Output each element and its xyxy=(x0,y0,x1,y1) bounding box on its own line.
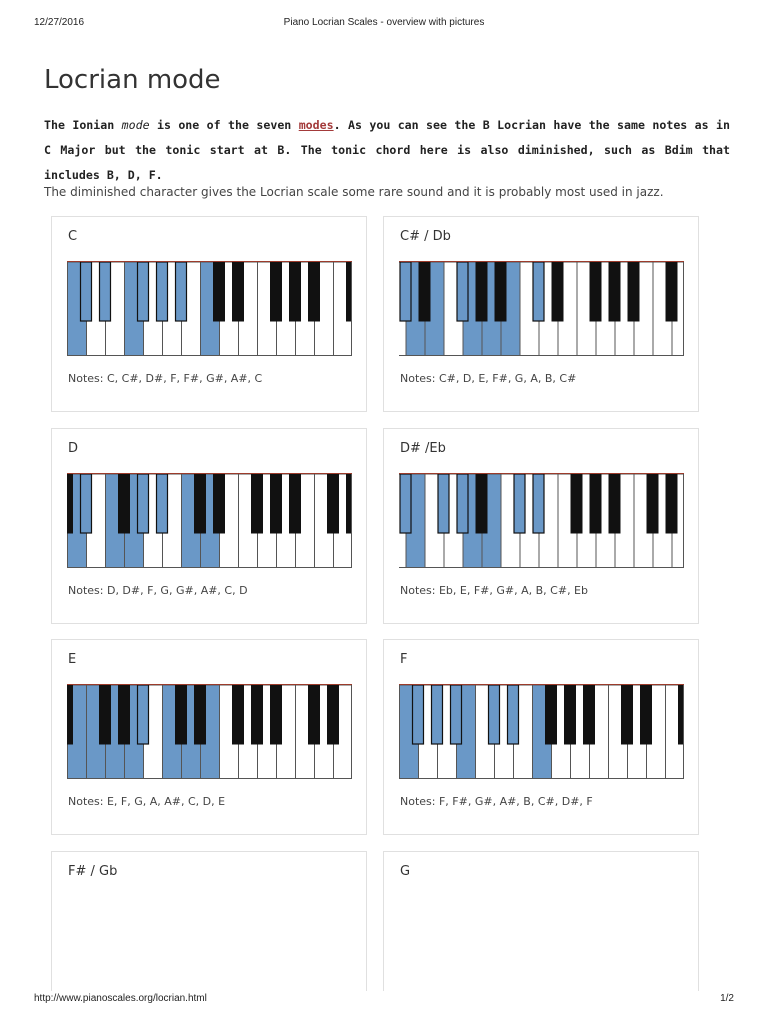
scale-notes: Notes: E, F, G, A, A#, C, D, E xyxy=(68,795,226,808)
black-key xyxy=(233,262,244,321)
scale-title: F xyxy=(400,652,408,667)
black-key xyxy=(508,685,519,744)
intro-emphasis: mode xyxy=(121,118,150,132)
black-key xyxy=(252,685,263,744)
black-key xyxy=(81,474,92,533)
black-key xyxy=(438,474,449,533)
black-key xyxy=(647,474,658,533)
black-key xyxy=(400,474,411,533)
print-page-number: 1/2 xyxy=(720,993,734,1004)
black-key xyxy=(400,262,411,321)
black-key xyxy=(495,262,506,321)
black-key xyxy=(590,474,601,533)
scale-card-f-sharp xyxy=(51,851,367,991)
black-key xyxy=(432,685,443,744)
black-key xyxy=(476,262,487,321)
black-key xyxy=(622,685,633,744)
black-key xyxy=(590,262,601,321)
scale-title: F# / Gb xyxy=(68,864,118,879)
black-key xyxy=(476,474,487,533)
scale-title: C xyxy=(68,229,78,244)
keyboard-svg xyxy=(399,262,684,356)
page-content xyxy=(44,60,734,199)
black-key xyxy=(533,262,544,321)
black-key xyxy=(457,474,468,533)
piano-keyboard xyxy=(67,684,352,779)
piano-keyboard xyxy=(67,473,352,568)
black-key xyxy=(609,474,620,533)
lead-paragraph: The diminished character gives the Locrian scale some rare sound and it is probably most used in jazz. xyxy=(44,185,664,199)
print-header xyxy=(0,17,768,33)
black-key xyxy=(290,474,301,533)
black-key xyxy=(271,262,282,321)
scale-title: E xyxy=(68,652,77,667)
black-key xyxy=(571,474,582,533)
keyboard-svg xyxy=(399,685,684,779)
black-key xyxy=(271,474,282,533)
black-key xyxy=(514,474,525,533)
black-key xyxy=(413,685,424,744)
scale-title: D xyxy=(68,441,79,456)
black-key xyxy=(565,685,576,744)
black-key xyxy=(628,262,639,321)
black-key xyxy=(214,262,225,321)
scale-card-f xyxy=(383,639,699,835)
black-key xyxy=(100,262,111,321)
black-key xyxy=(176,262,187,321)
intro-text-1: The Ionian xyxy=(44,118,122,132)
black-key xyxy=(457,262,468,321)
page-title: Locrian mode xyxy=(44,65,221,95)
black-key xyxy=(552,262,563,321)
black-key xyxy=(309,685,320,744)
black-key xyxy=(176,685,187,744)
black-key xyxy=(252,474,263,533)
scale-card-d-sharp xyxy=(383,428,699,624)
black-key xyxy=(67,474,73,533)
black-key xyxy=(119,685,130,744)
black-key xyxy=(328,474,339,533)
print-footer xyxy=(0,993,768,1009)
black-key xyxy=(138,474,149,533)
scale-card-g xyxy=(383,851,699,991)
black-key xyxy=(233,685,244,744)
black-key xyxy=(666,262,677,321)
intro-text-2: is one of the seven xyxy=(149,118,299,132)
black-key xyxy=(138,685,149,744)
scale-title: G xyxy=(400,864,411,879)
scale-notes: Notes: C, C#, D#, F, F#, G#, A#, C xyxy=(68,372,263,385)
black-key xyxy=(328,685,339,744)
black-key xyxy=(157,474,168,533)
black-key xyxy=(271,685,282,744)
scale-notes: Notes: D, D#, F, G, G#, A#, C, D xyxy=(68,584,248,597)
black-key xyxy=(451,685,462,744)
black-key xyxy=(666,474,677,533)
intro-text-3: . As you can see the B Locrian have the same notes as in C Major but the tonic start at B. The tonic chord here is also diminished, such as Bdim that includes B, D, F. xyxy=(44,118,731,182)
scale-notes: Notes: F, F#, G#, A#, B, C#, D#, F xyxy=(400,795,593,808)
black-key xyxy=(546,685,557,744)
black-key xyxy=(67,685,73,744)
modes-link[interactable]: modes xyxy=(298,118,334,132)
black-key xyxy=(138,262,149,321)
black-key xyxy=(584,685,595,744)
scale-card-e xyxy=(51,639,367,835)
black-key xyxy=(195,685,206,744)
black-key xyxy=(157,262,168,321)
piano-keyboard xyxy=(399,684,684,779)
piano-keyboard xyxy=(399,261,684,356)
black-key xyxy=(119,474,130,533)
scale-card-c-sharp xyxy=(383,216,699,412)
black-key xyxy=(81,262,92,321)
keyboard-svg xyxy=(399,474,684,568)
black-key xyxy=(419,262,430,321)
print-url: http://www.pianoscales.org/locrian.html xyxy=(34,993,207,1004)
scale-card-d xyxy=(51,428,367,624)
scale-title: C# / Db xyxy=(400,229,451,244)
black-key xyxy=(533,474,544,533)
black-key xyxy=(489,685,500,744)
print-title: Piano Locrian Scales - overview with pictures xyxy=(283,17,485,28)
black-key xyxy=(214,474,225,533)
black-key xyxy=(641,685,652,744)
piano-keyboard xyxy=(399,473,684,568)
black-key xyxy=(100,685,111,744)
black-key xyxy=(290,262,301,321)
scale-notes: Notes: C#, D, E, F#, G, A, B, C# xyxy=(400,372,577,385)
scale-card-c xyxy=(51,216,367,412)
black-key xyxy=(195,474,206,533)
keyboard-svg xyxy=(67,262,352,356)
black-key xyxy=(309,262,320,321)
intro-paragraph xyxy=(44,113,730,188)
scale-notes: Notes: Eb, E, F#, G#, A, B, C#, Eb xyxy=(400,584,588,597)
scale-title: D# /Eb xyxy=(400,441,446,456)
print-date: 12/27/2016 xyxy=(34,17,85,28)
keyboard-svg xyxy=(67,685,352,779)
black-key xyxy=(609,262,620,321)
keyboard-svg xyxy=(67,474,352,568)
piano-keyboard xyxy=(67,261,352,356)
